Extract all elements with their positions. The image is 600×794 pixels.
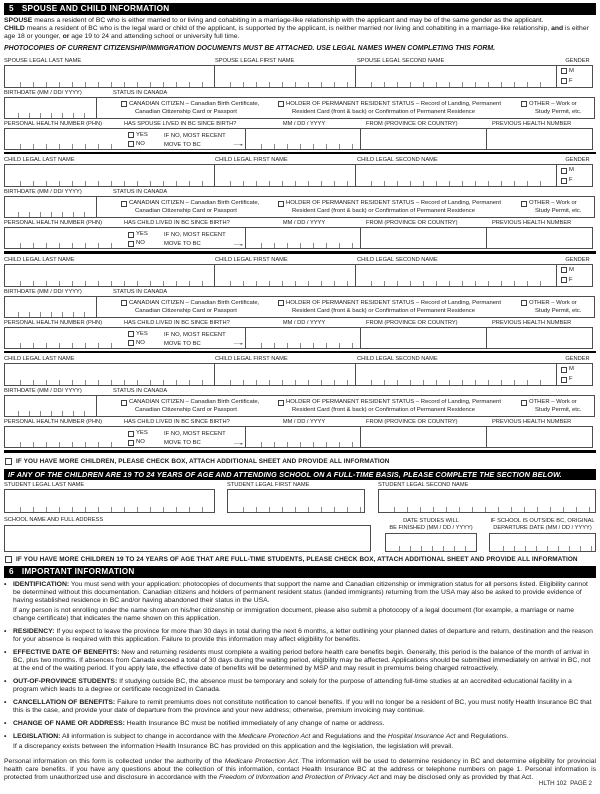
child3-if-no-most-recent-note: IF NO, MOST RECENT MOVE TO BC → xyxy=(164,431,246,447)
school-name-address-input[interactable] xyxy=(4,525,371,552)
info-bullet-label: EFFECTIVE DATE OF BENEFITS: xyxy=(13,649,120,657)
spouse-lived-no-checkbox[interactable]: NO xyxy=(128,141,148,148)
info-bullet xyxy=(4,628,596,644)
spouse-status-box xyxy=(96,97,595,119)
original-departure-date-input[interactable] xyxy=(489,533,596,552)
child3-block-divider xyxy=(4,450,596,453)
child1-last-name-input[interactable] xyxy=(4,164,215,187)
child2-gender-m-checkbox[interactable]: M xyxy=(561,267,592,274)
child2-gender-f-checkbox[interactable]: F xyxy=(561,277,592,284)
child3-checkbox-icon xyxy=(561,367,567,373)
child1-checkbox-icon xyxy=(561,178,567,184)
spouse-gender-m-checkbox[interactable]: M xyxy=(561,68,592,75)
info-bullet-label: CANCELLATION OF BENEFITS: xyxy=(13,699,116,707)
child1-lived-in-bc-label: HAS CHILD LIVED IN BC SINCE BIRTH? xyxy=(124,220,230,227)
spouse-phn-input[interactable] xyxy=(5,129,125,149)
spouse-second-name-input[interactable] xyxy=(355,65,557,88)
form-number-page-label: HLTH 102 PAGE 2 xyxy=(538,780,592,787)
child3-status-option-other: OTHER – Work or Study Permit, etc. xyxy=(521,399,582,414)
child3-gender-box xyxy=(556,363,593,386)
spouse-gender-f-checkbox[interactable]: F xyxy=(561,78,592,85)
child1-gender-box xyxy=(556,164,593,187)
child1-last-name-label: CHILD LEGAL LAST NAME xyxy=(4,157,75,164)
child1-phn-cell xyxy=(4,227,246,249)
child1-second-name-label: CHILD LEGAL SECOND NAME xyxy=(357,157,438,164)
spouse-status-option-permanent-resident: HOLDER OF PERMANENT RESIDENT STATUS – Record of Landing, Permanent Resident Card (front & back) or Confirmation of Permanent Residence xyxy=(278,101,501,116)
child1-status-option-other: OTHER – Work or Study Permit, etc. xyxy=(521,200,582,215)
child3-first-name-label: CHILD LEGAL FIRST NAME xyxy=(215,356,288,363)
child1-from-province-country-input[interactable] xyxy=(360,227,487,249)
child2-status-in-canada-label: STATUS IN CANADA xyxy=(113,288,168,295)
child2-block-divider xyxy=(4,351,596,354)
child1-birthdate-label: BIRTHDATE (MM / DD/ YYYY) xyxy=(4,189,82,196)
child3-birthdate-label: BIRTHDATE (MM / DD/ YYYY) xyxy=(4,388,82,395)
child3-block xyxy=(4,354,596,453)
section-title: IMPORTANT INFORMATION xyxy=(21,566,135,576)
child2-gender-box xyxy=(556,264,593,287)
spouse-status-other-checkbox[interactable] xyxy=(521,101,527,107)
child3-arrow-right-icon: → xyxy=(230,439,246,447)
spouse-first-name-label: SPOUSE LEGAL FIRST NAME xyxy=(215,57,295,64)
child2-checkbox-icon xyxy=(128,340,134,346)
child3-move-date-input[interactable] xyxy=(245,426,361,448)
more-children-row xyxy=(4,454,596,468)
info-bullet xyxy=(4,581,596,624)
definitions xyxy=(4,17,596,42)
bullet-icon: • xyxy=(4,580,7,588)
spouse-status-canadian-citizen-checkbox[interactable] xyxy=(121,101,127,107)
spouse-lived-yes-checkbox[interactable]: YES xyxy=(128,132,148,139)
spouse-block-divider xyxy=(4,152,596,155)
child3-status-canadian-citizen-checkbox[interactable] xyxy=(121,400,127,406)
child1-previous-phn-input[interactable] xyxy=(486,227,593,249)
child3-status-other-checkbox[interactable] xyxy=(521,400,527,406)
spouse-from-province-country-input[interactable] xyxy=(360,128,487,150)
child3-checkbox-icon xyxy=(128,431,134,437)
spouse-lived-in-bc-label: HAS SPOUSE LIVED IN BC SINCE BIRTH? xyxy=(124,120,237,127)
child1-gender-f-checkbox[interactable]: F xyxy=(561,177,592,184)
info-bullet-label: LEGISLATION: xyxy=(13,732,61,740)
child2-move-date-input[interactable] xyxy=(245,327,361,349)
section-title: SPOUSE AND CHILD INFORMATION xyxy=(21,4,170,13)
child3-second-name-input[interactable] xyxy=(355,363,557,386)
child1-phn-label: PERSONAL HEALTH NUMBER (PHN) xyxy=(4,220,102,227)
more-students-row xyxy=(4,552,596,566)
child3-status-box xyxy=(96,395,595,417)
child1-gender-m-checkbox[interactable]: M xyxy=(561,167,592,174)
child2-checkbox-icon xyxy=(128,331,134,337)
child3-status-permanent-resident-checkbox[interactable] xyxy=(278,400,284,406)
child3-birthdate-input[interactable] xyxy=(4,395,97,417)
student-first-name-label: STUDENT LEGAL FIRST NAME xyxy=(227,481,310,488)
child1-birthdate-input[interactable] xyxy=(4,196,97,218)
child2-move-date-label: MM / DD / YYYY xyxy=(282,319,326,326)
child3-gender-label: GENDER xyxy=(565,356,590,363)
date-studies-finished-input[interactable] xyxy=(385,533,477,552)
spouse-move-date-label: MM / DD / YYYY xyxy=(282,120,326,127)
child3-lived-in-bc-label: HAS CHILD LIVED IN BC SINCE BIRTH? xyxy=(124,419,230,426)
bullet-icon: • xyxy=(4,699,7,707)
info-bullet-label: IDENTIFICATION: xyxy=(13,580,70,588)
original-departure-date-label: IF SCHOOL IS OUTSIDE BC, ORIGINAL xyxy=(490,517,595,524)
child1-lived-yes-checkbox[interactable]: YES xyxy=(128,231,148,238)
info-bullet-text: CANCELLATION OF BENEFITS: Failure to remit premiums does not constitute notification to cancel benefits. If you will no longer be a resident of BC, you must notify Health Insurance BC that this is the case, and provide your date of departure from the province and your new address; otherwise, premium invoicing may continue. xyxy=(13,699,592,715)
more-children-note: IF YOU HAVE MORE CHILDREN, PLEASE CHECK BOX, ATTACH ADDITIONAL SHEET AND PROVIDE ALL INFORMATION xyxy=(16,457,390,465)
child1-gender-label: GENDER xyxy=(565,157,590,164)
child1-status-other-checkbox[interactable] xyxy=(521,201,527,207)
child1-checkbox-icon xyxy=(128,232,134,238)
student-second-name-input[interactable] xyxy=(378,489,596,513)
spouse-status-option-canadian-citizen: CANADIAN CITIZEN – Canadian Birth Certificate, Canadian Citizenship Card or Passport xyxy=(121,101,259,116)
bullet-icon: • xyxy=(4,649,7,657)
info-bullet xyxy=(4,649,596,674)
child1-phn-input[interactable] xyxy=(5,228,125,248)
students-19-24-banner: IF ANY OF THE CHILDREN ARE 19 TO 24 YEARS OF AGE AND ATTENDING SCHOOL ON A FULL-TIME BASIS, PLEASE COMPLETE THE SECTION BELOW. xyxy=(4,469,596,480)
child2-status-box xyxy=(96,296,595,318)
child1-checkbox-icon xyxy=(128,241,134,247)
school-name-label: SCHOOL NAME AND FULL ADDRESS xyxy=(4,516,104,523)
section-6-header xyxy=(4,566,596,578)
child1-status-permanent-resident-checkbox[interactable] xyxy=(278,201,284,207)
child2-from-province-country-input[interactable] xyxy=(360,327,487,349)
student-second-name-label: STUDENT LEGAL SECOND NAME xyxy=(378,481,469,488)
child1-status-canadian-citizen-checkbox[interactable] xyxy=(121,201,127,207)
bullet-icon: • xyxy=(4,678,7,686)
spouse-first-name-input[interactable] xyxy=(214,65,356,88)
more-children-checkbox[interactable] xyxy=(5,458,12,465)
info-bullet-text: CHANGE OF NAME OR ADDRESS: Health Insurance BC must be notified immediately of any change of name or address. xyxy=(13,719,385,727)
child2-if-no-most-recent-note: IF NO, MOST RECENT MOVE TO BC → xyxy=(164,331,246,348)
child2-checkbox-icon xyxy=(561,267,567,273)
child2-first-name-input[interactable] xyxy=(214,264,356,287)
spouse-last-name-label: SPOUSE LEGAL LAST NAME xyxy=(4,57,82,64)
child1-status-option-canadian-citizen: CANADIAN CITIZEN – Canadian Birth Certificate, Canadian Citizenship Card or Passport xyxy=(121,200,259,215)
child3-phn-input[interactable] xyxy=(5,427,125,447)
child2-last-name-label: CHILD LEGAL LAST NAME xyxy=(4,256,75,263)
info-bullet-label: CHANGE OF NAME OR ADDRESS: xyxy=(13,719,125,727)
child2-previous-phn-label: PREVIOUS HEALTH NUMBER xyxy=(492,319,572,326)
child2-block xyxy=(4,255,596,354)
child1-status-option-permanent-resident: HOLDER OF PERMANENT RESIDENT STATUS – Record of Landing, Permanent Resident Card (front & back) or Confirmation of Permanent Residence xyxy=(278,200,501,215)
child2-birthdate-label: BIRTHDATE (MM / DD/ YYYY) xyxy=(4,288,82,295)
info-paragraph: If a discrepancy exists between the information Health Insurance BC has provided on this application and the legislation, the legislation will prevail. xyxy=(13,742,454,750)
child2-arrow-right-icon: → xyxy=(230,340,246,348)
child1-block xyxy=(4,155,596,254)
student-first-name-input[interactable] xyxy=(227,489,365,513)
bullet-icon: • xyxy=(4,719,7,727)
child3-first-name-input[interactable] xyxy=(214,363,356,386)
child1-from-label: FROM (PROVINCE OR COUNTRY) xyxy=(366,220,458,227)
person-blocks xyxy=(4,56,596,453)
student-last-name-label: STUDENT LEGAL LAST NAME xyxy=(4,481,85,488)
child3-second-name-label: CHILD LEGAL SECOND NAME xyxy=(357,356,438,363)
child2-status-option-canadian-citizen: CANADIAN CITIZEN – Canadian Birth Certificate, Canadian Citizenship Card or Passport xyxy=(121,300,259,315)
date-studies-finished-label: DATE STUDIES WILL xyxy=(403,517,459,524)
child2-phn-label: PERSONAL HEALTH NUMBER (PHN) xyxy=(4,319,102,326)
child1-arrow-right-icon: → xyxy=(230,240,246,248)
child3-lived-yes-checkbox[interactable]: YES xyxy=(128,430,148,437)
child2-first-name-label: CHILD LEGAL FIRST NAME xyxy=(215,256,288,263)
child3-checkbox-icon xyxy=(128,440,134,446)
child3-status-option-permanent-resident: HOLDER OF PERMANENT RESIDENT STATUS – Record of Landing, Permanent Resident Card (front & back) or Confirmation of Permanent Residence xyxy=(278,399,501,414)
child3-gender-f-checkbox[interactable]: F xyxy=(561,376,592,383)
child3-from-province-country-input[interactable] xyxy=(360,426,487,448)
spouse-previous-phn-input[interactable] xyxy=(486,128,593,150)
info-bullet-label: OUT-OF-PROVINCE STUDENTS: xyxy=(13,678,118,686)
child2-status-permanent-resident-checkbox[interactable] xyxy=(278,300,284,306)
more-students-checkbox[interactable] xyxy=(5,556,12,563)
spouse-block xyxy=(4,56,596,155)
child3-lived-no-checkbox[interactable]: NO xyxy=(128,439,148,446)
spouse-status-in-canada-label: STATUS IN CANADA xyxy=(113,89,168,96)
child2-phn-input[interactable] xyxy=(5,328,125,348)
spouse-arrow-right-icon: → xyxy=(230,141,246,149)
spouse-checkbox-icon xyxy=(128,132,134,138)
spouse-last-name-input[interactable] xyxy=(4,65,215,88)
info-bullet-text: OUT-OF-PROVINCE STUDENTS: If studying outside BC, the absence must be temporary and solely for the purpose of attending full-time studies at an accredited educational facility in a program which leads to a degree or certificate recognized in Canada. xyxy=(13,678,572,694)
child1-lived-no-checkbox[interactable]: NO xyxy=(128,240,148,247)
child1-first-name-label: CHILD LEGAL FIRST NAME xyxy=(215,157,288,164)
spouse-checkbox-icon xyxy=(128,141,134,147)
child2-status-option-permanent-resident: HOLDER OF PERMANENT RESIDENT STATUS – Record of Landing, Permanent Resident Card (front & back) or Confirmation of Permanent Residence xyxy=(278,300,501,315)
child2-gender-label: GENDER xyxy=(565,256,590,263)
child1-checkbox-icon xyxy=(561,168,567,174)
child3-status-in-canada-label: STATUS IN CANADA xyxy=(113,388,168,395)
spouse-checkbox-icon xyxy=(561,78,567,84)
section-number: 6 xyxy=(9,566,14,576)
spouse-birthdate-label: BIRTHDATE (MM / DD/ YYYY) xyxy=(4,89,82,96)
spouse-gender-label: GENDER xyxy=(565,57,590,64)
child2-status-other-checkbox[interactable] xyxy=(521,300,527,306)
spouse-from-label: FROM (PROVINCE OR COUNTRY) xyxy=(366,120,458,127)
child3-last-name-label: CHILD LEGAL LAST NAME xyxy=(4,356,75,363)
child3-previous-phn-input[interactable] xyxy=(486,426,593,448)
child2-last-name-input[interactable] xyxy=(4,264,215,287)
school-row: SCHOOL NAME AND FULL ADDRESS DATE STUDIES WILL BE FINISHED (MM / DD / YYYY) IF SCHOOL IS OUTSIDE BC, ORIGINAL DEPARTURE DATE (MM / DD / YYYY) xyxy=(4,515,596,552)
info-bullet-text: LEGISLATION: All information is subject to change in accordance with the Medicare Protection Act and Regulations and the Hospital Insurance Act and Regulations. If a discrepancy exists between the information Health Insurance BC has provided on this application and the legislation, the legislation will prevail. xyxy=(13,733,596,751)
bullet-icon: • xyxy=(4,628,7,636)
info-bullet-text: RESIDENCY: If you expect to leave the province for more than 30 days in total during the next 6 months, a letter outlining your planned dates of departure and return, destination and the reason for your absence is required with this application. Failure to provide this information may affect eligibility for benefits. xyxy=(13,628,593,644)
spouse-gender-box xyxy=(556,65,593,88)
child1-move-date-input[interactable] xyxy=(245,227,361,249)
child-definition: CHILD means a resident of BC who is the legal ward or child of the applicant, is supported by the applicant, is neither married nor living and cohabiting in a marriage-like relationship, and is either age 18 or younger, or age 19 to 24 and attending school or university full time. xyxy=(4,25,589,41)
child2-lived-yes-checkbox[interactable]: YES xyxy=(128,331,148,338)
child1-move-date-label: MM / DD / YYYY xyxy=(282,220,326,227)
child2-status-canadian-citizen-checkbox[interactable] xyxy=(121,300,127,306)
child3-move-date-label: MM / DD / YYYY xyxy=(282,419,326,426)
info-bullet xyxy=(4,678,596,694)
child3-phn-label: PERSONAL HEALTH NUMBER (PHN) xyxy=(4,419,102,426)
spouse-status-option-other: OTHER – Work or Study Permit, etc. xyxy=(521,101,582,116)
child2-checkbox-icon xyxy=(561,277,567,283)
spouse-phn-label: PERSONAL HEALTH NUMBER (PHN) xyxy=(4,120,102,127)
child3-previous-phn-label: PREVIOUS HEALTH NUMBER xyxy=(492,419,572,426)
child2-second-name-input[interactable] xyxy=(355,264,557,287)
child3-from-label: FROM (PROVINCE OR COUNTRY) xyxy=(366,419,458,426)
child1-block-divider xyxy=(4,251,596,254)
spouse-previous-phn-label: PREVIOUS HEALTH NUMBER xyxy=(492,120,572,127)
child2-lived-no-checkbox[interactable]: NO xyxy=(128,340,148,347)
more-students-note: IF YOU HAVE MORE CHILDREN 19 TO 24 YEARS OF AGE THAT ARE FULL-TIME STUDENTS, PLEASE CHECK BOX, ATTACH ADDITIONAL SHEET AND PROVIDE ALL INFORMATION xyxy=(16,555,578,563)
child2-lived-in-bc-label: HAS CHILD LIVED IN BC SINCE BIRTH? xyxy=(124,319,230,326)
student-last-name-input[interactable] xyxy=(4,489,215,513)
child3-phn-cell xyxy=(4,426,246,448)
bullet-icon: • xyxy=(4,732,7,740)
section-5-header xyxy=(4,3,596,15)
child1-second-name-input[interactable] xyxy=(355,164,557,187)
important-information xyxy=(4,581,596,751)
spouse-move-date-input[interactable] xyxy=(245,128,361,150)
info-bullet xyxy=(4,720,596,728)
info-bullet-text: EFFECTIVE DATE OF BENEFITS: New and returning residents must complete a waiting period before health care benefits begin. Generally, this period is the balance of the month of arrival in BC, plus two months. If absences from Canada exceed a total of 30 days during the waiting period, eligibility may be affected. Applications should be submitted immediately on arrival in BC, not at the end of the waiting period. If you apply late, the effective date of benefits will be determined by MSP and may result in premiums being charged retroactively. xyxy=(13,649,591,673)
info-bullet-label: RESIDENCY: xyxy=(13,628,55,636)
spouse-if-no-most-recent-note: IF NO, MOST RECENT MOVE TO BC → xyxy=(164,132,246,149)
child3-status-option-canadian-citizen: CANADIAN CITIZEN – Canadian Birth Certificate, Canadian Citizenship Card or Passport xyxy=(121,399,259,414)
info-bullet xyxy=(4,699,596,715)
child3-checkbox-icon xyxy=(561,377,567,383)
child3-gender-m-checkbox[interactable]: M xyxy=(561,366,592,373)
spouse-second-name-label: SPOUSE LEGAL SECOND NAME xyxy=(357,57,445,64)
child2-phn-cell xyxy=(4,327,246,349)
spouse-checkbox-icon xyxy=(561,68,567,74)
child1-status-in-canada-label: STATUS IN CANADA xyxy=(113,189,168,196)
child1-previous-phn-label: PREVIOUS HEALTH NUMBER xyxy=(492,220,572,227)
privacy-statement: Personal information on this form is collected under the authority of the Medicare Protection Act. The information will be used to determine residency in BC and determine eligibility for provincial health care benefits. If you have any questions about the collection of this information, contact Health Insurance BC at the address or telephone numbers on page 1. Personal information is protected from unauthorized use and disclosure in accordance with the Freedom of Information and Protection of Privacy Act and may be disclosed only as provided by that Act. xyxy=(4,758,596,782)
section-number: 5 xyxy=(9,4,14,13)
child1-first-name-input[interactable] xyxy=(214,164,356,187)
child2-status-option-other: OTHER – Work or Study Permit, etc. xyxy=(521,300,582,315)
child1-if-no-most-recent-note: IF NO, MOST RECENT MOVE TO BC → xyxy=(164,232,246,248)
child2-birthdate-input[interactable] xyxy=(4,296,97,318)
child2-previous-phn-input[interactable] xyxy=(486,327,593,349)
info-paragraph: If any person is not enrolling under the name shown on his/her citizenship or immigration document, please also submit a photocopy of a legal document (for example, a marriage or name change certificate) that indicates the name shown on this application. xyxy=(13,607,575,623)
photocopies-notice: PHOTOCOPIES OF CURRENT CITIZENSHIP/IMMIGRATION DOCUMENTS MUST BE ATTACHED. USE LEGAL NAMES WHEN COMPLETING THIS FORM. xyxy=(4,44,496,52)
child2-second-name-label: CHILD LEGAL SECOND NAME xyxy=(357,256,438,263)
spouse-status-permanent-resident-checkbox[interactable] xyxy=(278,101,284,107)
spouse-definition: SPOUSE means a resident of BC who is either married to or living and cohabiting in a marriage-like relationship with the applicant and may be of the same gender as the applicant. xyxy=(4,17,544,24)
info-bullet-text: IDENTIFICATION: You must send with your application: photocopies of documents that support the name and Canadian citizenship or immigration status for all persons listed. Eligibility cannot be determined without this documentation. Canadian citizens and holders of permanent resident status (landed immigrants) returning from the USA may also be asked to provide evidence of having established residence in BC and/or having abandoned their status in the USA. If any person is not enrolling under the name shown on his/her citizenship or immigration document, please also submit a photocopy of a legal document (for example, a marriage or name change certificate) that indicates the name shown on this application. xyxy=(13,581,596,624)
spouse-phn-cell xyxy=(4,128,246,150)
child2-from-label: FROM (PROVINCE OR COUNTRY) xyxy=(366,319,458,326)
info-bullet xyxy=(4,733,596,751)
child1-status-box xyxy=(96,196,595,218)
child3-last-name-input[interactable] xyxy=(4,363,215,386)
spouse-birthdate-input[interactable] xyxy=(4,97,97,119)
